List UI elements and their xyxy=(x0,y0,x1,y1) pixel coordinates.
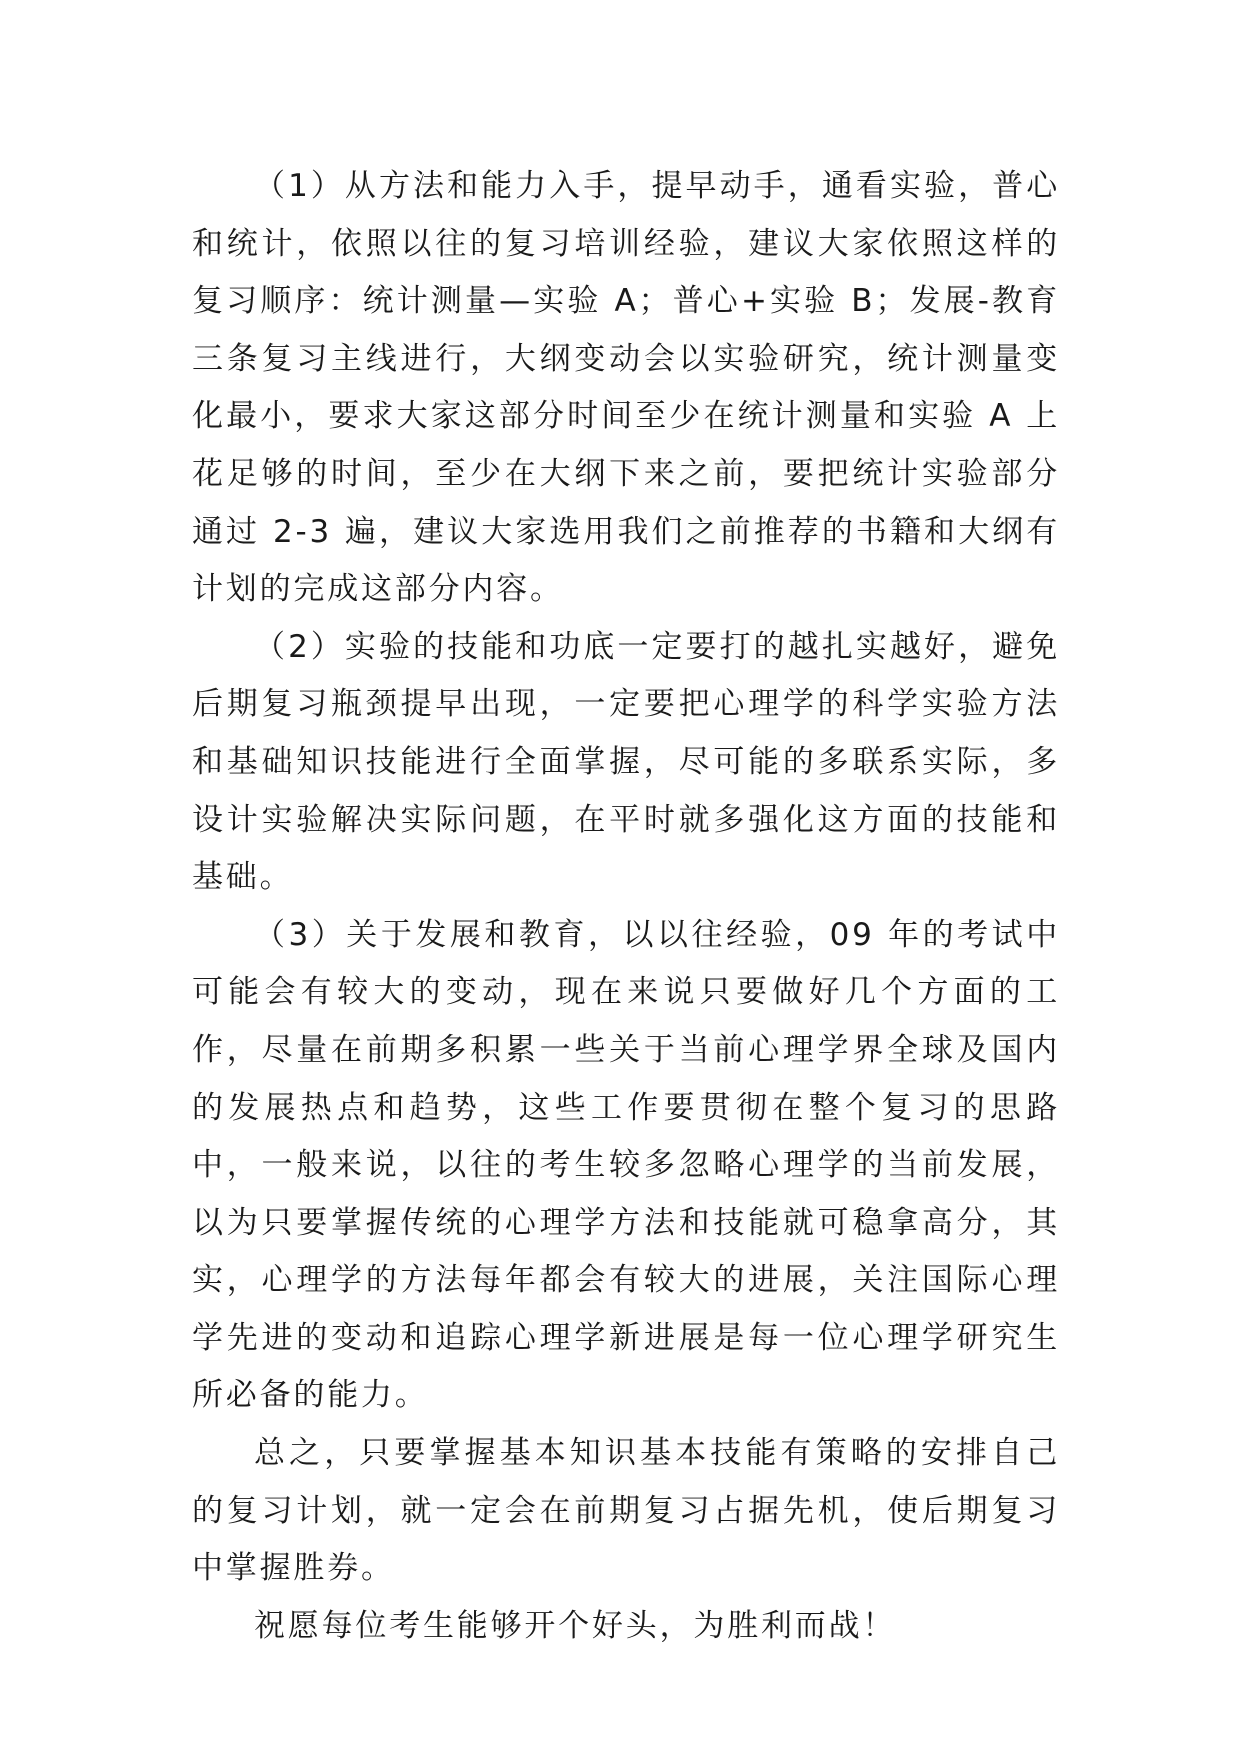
paragraph-development-education: （3）关于发展和教育，以以往经验，09 年的考试中可能会有较大的变动，现在来说只要做好几个方面的工作，尽量在前期多积累一些关于当前心理学界全球及国内的发展热点和趋势，这些工作要贯彻在整个复习的思路中，一般来说，以往的考生较多忽略心理学的当前发展，以为只要掌握传统的心理学方法和技能就可稳拿高分，其实，心理学的方法每年都会有较大的进展，关注国际心理学先进的变动和追踪心理学新进展是每一位心理学研究生所必备的能力。 xyxy=(192,916,1060,1414)
paragraph-summary: 总之，只要掌握基本知识基本技能有策略的安排自己的复习计划，就一定会在前期复习占据先机，使后期复习中掌握胜券。 xyxy=(192,1435,1060,1587)
paragraph-closing-wish: 祝愿每位考生能够开个好头，为胜利而战！ xyxy=(254,1607,897,1644)
paragraph-method-ability: （1）从方法和能力入手，提早动手，通看实验，普心和统计，依照以往的复习培训经验，建议大家依照这样的复习顺序：统计测量—实验 A；普心+实验 B；发展-教育三条复习主线进行，大纲变动会以实验研究，统计测量变化最小，要求大家这部分时间至少在统计测量和实验 A 上花足够的时间，至少在大纲下来之前，要把统计实验部分通过 2-3 遍，建议大家选用我们之前推荐的书籍和大纲有计划的完成这部分内容。 xyxy=(192,168,1060,608)
paragraph-experiment-skills: （2）实验的技能和功底一定要打的越扎实越好，避免后期复习瓶颈提早出现，一定要把心理学的科学实验方法和基础知识技能进行全面掌握，尽可能的多联系实际，多设计实验解决实际问题，在平时就多强化这方面的技能和基础。 xyxy=(192,628,1060,896)
document-body xyxy=(192,158,1060,1655)
